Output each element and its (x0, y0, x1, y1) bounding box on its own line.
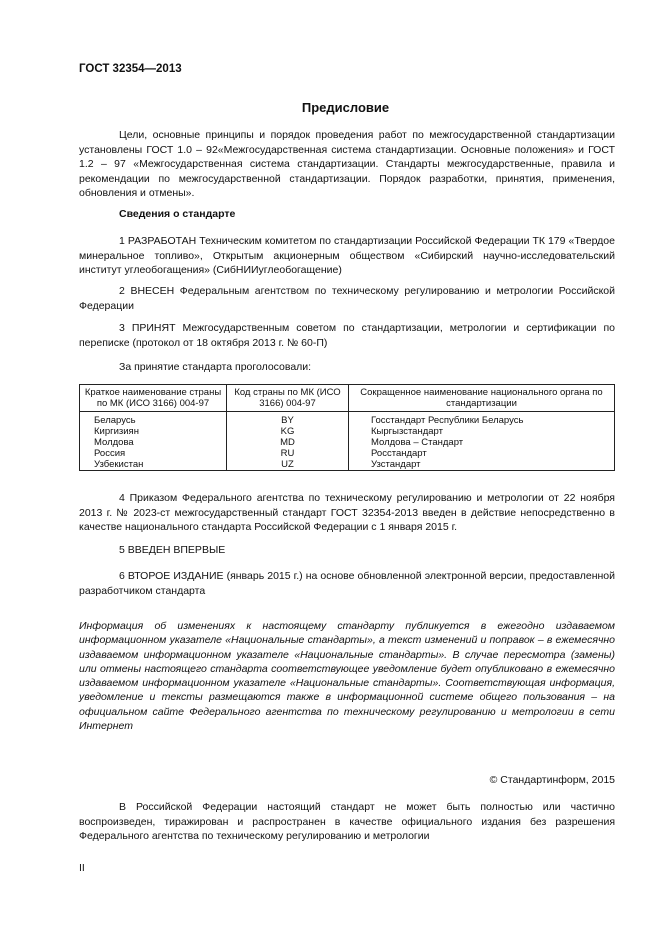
voting-table (79, 384, 615, 471)
code-cell: BY (227, 412, 349, 427)
table-row (80, 426, 615, 437)
table-header-code: Код страны по МК (ИСО 3166) 004-97 (227, 385, 349, 412)
intro-paragraph: Цели, основные принципы и порядок проведения работ по межгосударственной стандартизации установлены ГОСТ 1.0 – 92«Межгосударственная система стандартизации. Основные положения» и ГОСТ 1.2 – 97 «Межгосударственная система стандартизации. Стандарты межгосударственные, правила и рекомендации по межгосударственной стандартизации. Порядок разработки, принятия, применения, обновления и отмены». (79, 129, 615, 199)
table-row (80, 437, 615, 448)
country-cell: Молдова (80, 437, 227, 448)
organization-cell: Узстандарт (349, 459, 615, 471)
code-cell: UZ (227, 459, 349, 471)
organization-cell: Росстандарт (349, 448, 615, 459)
page-title: Предисловие (301, 100, 390, 115)
item-second-edition: 6 ВТОРОЕ ИЗДАНИЕ (январь 2015 г.) на основе обновленной электронной версии, предоставленной разработчиком стандарта (79, 570, 615, 597)
code-cell: MD (227, 437, 349, 448)
copyright-notice: © Стандартинформ, 2015 (489, 774, 615, 786)
code-cell: KG (227, 426, 349, 437)
item-order: 4 Приказом Федерального агентства по техническому регулированию и метрологии от 22 ноября 2013 г. № 2023-ст межгосударственный стандарт ГОСТ 32354-2013 введен в действие непосредственно в качестве национального стандарта Российской Федерации с 1 января 2015 г. (79, 492, 615, 533)
table-header-organization: Сокращенное наименование национального органа по стандартизации (349, 385, 615, 412)
item-first-introduced: 5 ВВЕДЕН ВПЕРВЫЕ (119, 544, 226, 556)
reproduction-notice: В Российской Федерации настоящий стандарт не может быть полностью или частично воспроизведен, тиражирован и распространен в качестве официального издания без разрешения Федерального агентства по техническому регулированию и метрологии (79, 801, 615, 842)
country-cell: Беларусь (80, 412, 227, 427)
organization-cell: Молдова – Стандарт (349, 437, 615, 448)
country-cell: Россия (80, 448, 227, 459)
table-row (80, 412, 615, 427)
organization-cell: Госстандарт Республики Беларусь (349, 412, 615, 427)
section-heading: Сведения о стандарте (119, 208, 236, 220)
table-header-row (80, 385, 615, 412)
item-developed: 1 РАЗРАБОТАН Техническим комитетом по стандартизации Российской Федерации ТК 179 «Твердое минеральное топливо», Открытым акционерным обществом «Сибирский научно-исследовательский институт углеобогащения» (СибНИИуглеобогащение) (79, 235, 615, 276)
table-row (80, 448, 615, 459)
document-code: ГОСТ 32354—2013 (79, 63, 182, 75)
organization-cell: Кыргызстандарт (349, 426, 615, 437)
table-row (80, 459, 615, 471)
country-cell: Киргизиян (80, 426, 227, 437)
voted-label: За принятие стандарта проголосовали: (119, 361, 312, 373)
code-cell: RU (227, 448, 349, 459)
country-cell: Узбекистан (80, 459, 227, 471)
page-number: II (79, 862, 85, 874)
item-introduced: 2 ВНЕСЕН Федеральным агентством по техническому регулированию и метрологии Российской Федерации (79, 285, 615, 312)
changes-information: Информация об изменениях к настоящему стандарту публикуется в ежегодно издаваемом информационном указателе «Национальные стандарты», а текст изменений и поправок – в ежемесячно издаваемом информационном указателе «Национальные стандарты». В случае пересмотра (замены) или отмены настоящего стандарта соответствующее уведомление будет опубликовано в ежемесячно издаваемом информационном указателе «Национальные стандарты». Соответствующая информация, уведомление и тексты размещаются также в информационной системе общего пользования – на официальном сайте Федерального агентства по техническому регулированию и метрологии в сети Интернет (79, 620, 615, 733)
table-header-country: Краткое наименование страны по МК (ИСО 3166) 004-97 (80, 385, 227, 412)
item-adopted: 3 ПРИНЯТ Межгосударственным советом по стандартизации, метрологии и сертификации по переписке (протокол от 18 октября 2013 г. № 60-П) (79, 322, 615, 349)
